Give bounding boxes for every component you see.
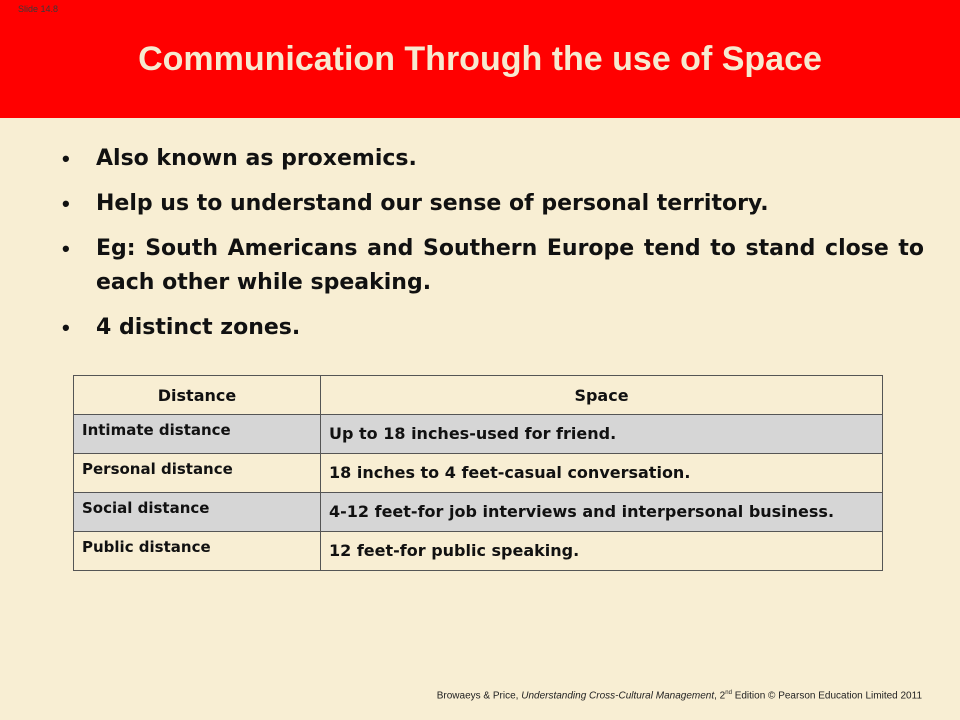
- table-row: [74, 415, 883, 454]
- title-banner: [0, 0, 960, 118]
- footer-citation: [0, 690, 922, 701]
- bullet-icon: •: [62, 315, 70, 340]
- distance-cell: Social distance: [74, 493, 321, 532]
- bullet-item: [62, 187, 924, 221]
- bullet-item: [62, 311, 924, 345]
- space-cell: 4-12 feet-for job interviews and interpersonal business.: [321, 493, 883, 532]
- table-header-row: [74, 376, 883, 415]
- distance-cell: Personal distance: [74, 454, 321, 493]
- column-header-space: Space: [321, 376, 883, 415]
- table-row: [74, 493, 883, 532]
- bullet-item: [62, 142, 924, 176]
- column-header-distance: Distance: [74, 376, 321, 415]
- footer-edition-suffix: nd: [725, 690, 732, 696]
- table-row: [74, 532, 883, 571]
- table-row: [74, 454, 883, 493]
- distance-cell: Public distance: [74, 532, 321, 571]
- space-cell: 12 feet-for public speaking.: [321, 532, 883, 571]
- bullet-list: [62, 142, 924, 356]
- bullet-text: Eg: South Americans and Southern Europe tend to stand close to each other while speaking.: [96, 236, 924, 295]
- bullet-icon: •: [62, 191, 70, 216]
- space-cell: 18 inches to 4 feet-casual conversation.: [321, 454, 883, 493]
- space-cell: Up to 18 inches-used for friend.: [321, 415, 883, 454]
- footer-book-title: Understanding Cross-Cultural Management: [521, 690, 715, 702]
- distance-zones-table: [73, 375, 883, 571]
- distance-cell: Intimate distance: [74, 415, 321, 454]
- bullet-text: 4 distinct zones.: [96, 315, 301, 340]
- bullet-icon: •: [62, 236, 70, 261]
- slide-title: Communication Through the use of Space: [138, 40, 822, 78]
- bullet-text: Help us to understand our sense of personal territory.: [96, 191, 769, 216]
- footer-edition: , 2: [714, 690, 726, 702]
- bullet-text: Also known as proxemics.: [96, 146, 417, 171]
- bullet-icon: •: [62, 146, 70, 171]
- bullet-item: [62, 232, 924, 300]
- footer-authors: Browaeys & Price,: [436, 690, 522, 702]
- slide-number: Slide 14.8: [18, 4, 59, 14]
- footer-publisher: Edition © Pearson Education Limited 2011: [731, 690, 922, 702]
